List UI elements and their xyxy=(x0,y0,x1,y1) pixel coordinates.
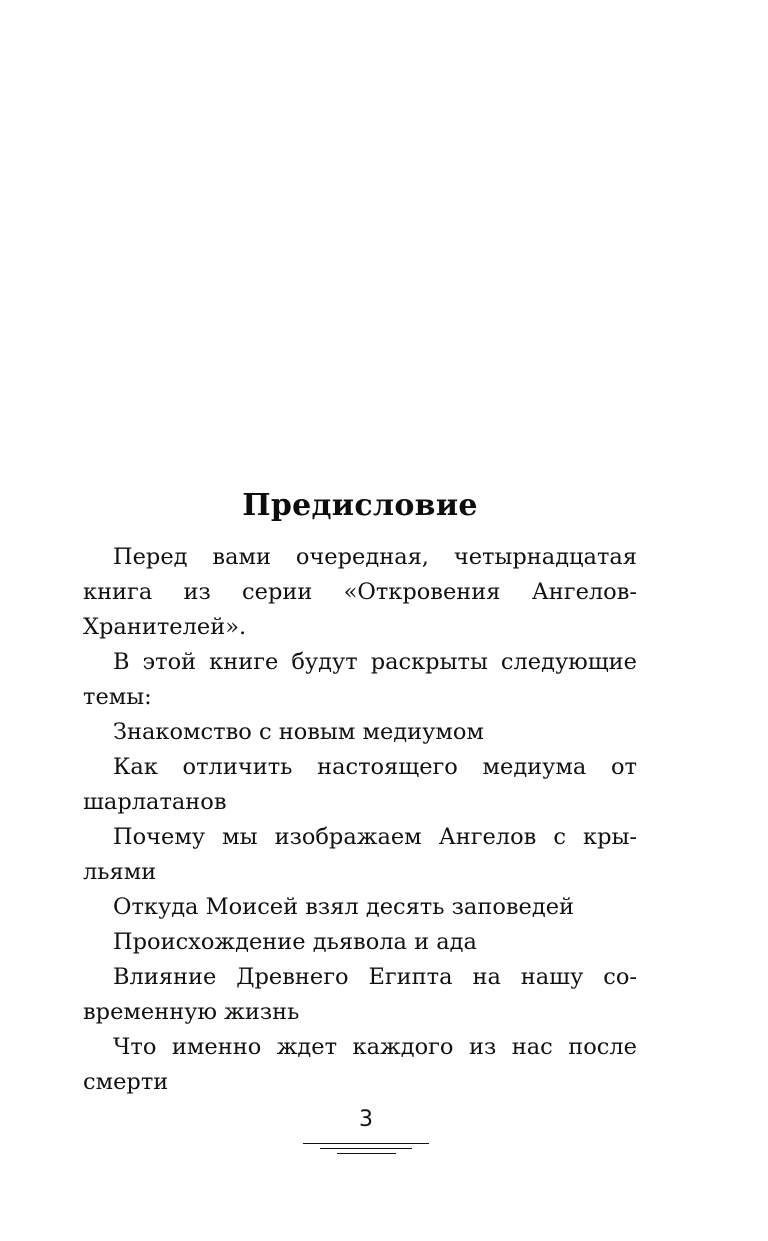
topic-item: Влияние Древнего Египта на нашу современную жизнь xyxy=(83,964,637,1025)
topic-item: Как отличить настоящего медиума от шарлатанов xyxy=(83,754,637,815)
page-number: 3 xyxy=(359,1107,373,1132)
topic-item: Что именно ждет каждого из нас после смерти xyxy=(83,1034,637,1095)
footer-ornament-rule-top xyxy=(303,1143,429,1144)
footer-ornament-rule-bottom xyxy=(337,1153,396,1154)
page-body xyxy=(83,540,637,1100)
chapter-title: Предисловие xyxy=(242,488,478,524)
footer-ornament-rule-middle xyxy=(320,1148,412,1149)
topic-item: Происхождение дьявола и ада xyxy=(113,929,477,955)
topic-item: Откуда Моисей взял десять заповедей xyxy=(113,894,575,920)
topic-item: Знакомство с новым медиумом xyxy=(113,719,484,745)
topic-item: Почему мы изображаем Ангелов с крыльями xyxy=(83,824,637,885)
paragraph-topics-lead: В этой книге будут раскрыты следующие темы: xyxy=(83,649,637,710)
paragraph-intro: Перед вами очередная, четырнадцатая книга из серии «Откровения Ангелов-Хранителей». xyxy=(83,544,637,640)
